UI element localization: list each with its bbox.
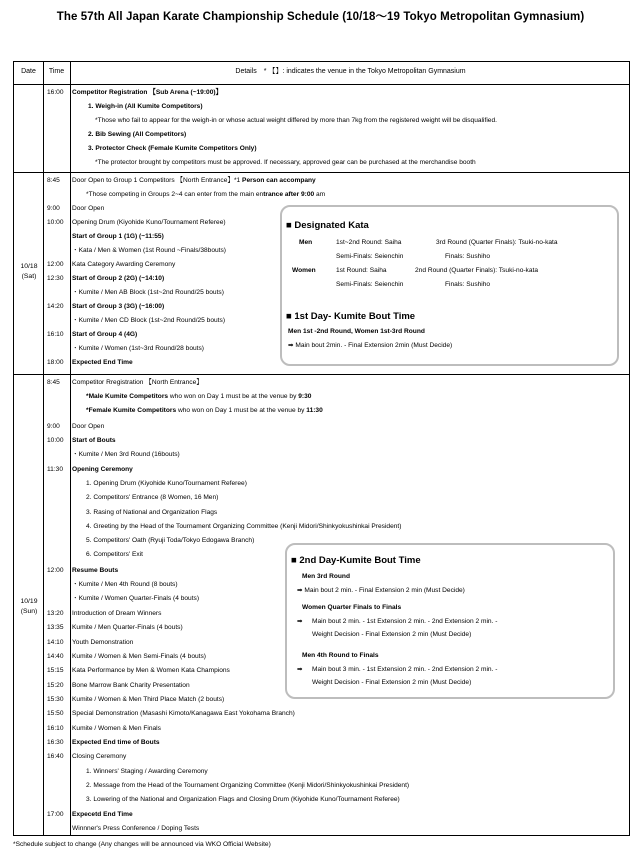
day1-schedule-item: Start of Group 2 (2G) (~14:10): [72, 275, 165, 282]
day1-schedule-item: ・Kumite / Men CD Block (1st~2nd Round/25 bouts): [72, 317, 226, 324]
header-details: Details * 【】: indicates the venue in the Tokyo Metropolitan Gymnasium: [235, 68, 466, 75]
day2-schedule-time: 11:30: [47, 466, 64, 473]
day2-schedule-time: 9:00: [47, 423, 60, 430]
day0-time: 16:00: [47, 89, 64, 96]
day1-kumite-bout-time: ➡ Main bout 2min. - Final Extension 2min (Must Decide): [288, 342, 453, 349]
day2-schedule-item: Kumite / Women & Men Semi-Finals (4 bouts): [72, 653, 206, 660]
kata-women-line: 1st Round: Saiha: [336, 267, 387, 274]
day1-schedule-item: Expected End Time: [72, 359, 133, 366]
day1-date-text: 10/18: [20, 263, 38, 270]
day2-date: [14, 597, 44, 617]
day2-schedule-time: 14:40: [47, 653, 64, 660]
day2-schedule-time: 13:35: [47, 624, 64, 631]
day2-schedule-time: 13:20: [47, 610, 64, 617]
day0-line: *Those who fail to appear for the weigh-in or whose actual weight differed by more than 7kg from the registered weight will be disqualified.: [95, 117, 497, 124]
day2-schedule-time: 16:40: [47, 753, 64, 760]
men-3rd-round-heading: Men 3rd Round: [302, 573, 350, 580]
day1-schedule-time: 14:20: [47, 303, 64, 310]
day0-line: *The protector brought by competitors must be approved. If necessary, approved gear can be purchased at the merchandise booth: [95, 159, 476, 166]
kata-men-line: Finals: Sushiho: [445, 253, 491, 260]
kata-men-line: 1st~2nd Round: Saiha: [336, 239, 402, 246]
day2-schedule-item: Opening Ceremony: [72, 466, 133, 473]
day2-schedule-item: Introduction of Dream Winners: [72, 610, 162, 617]
day2-schedule-item: 6. Competitors' Exit: [86, 551, 143, 558]
schedule-table: [13, 61, 630, 836]
day2-schedule-item: *Female Kumite Competitors who won on Day 1 must be at the venue by 11:30: [86, 407, 323, 414]
header-time: Time: [48, 68, 65, 75]
day2-schedule-time: 10:00: [47, 437, 64, 444]
day1-kumite-heading: ■ 1st Day- Kumite Bout Time: [286, 311, 416, 322]
men-3rd-round-bout-time: ➡ Main bout 2 min. - Final Extension 2 min (Must Decide): [297, 587, 465, 594]
kata-women-label: Women: [292, 267, 316, 274]
day2-schedule-time: 14:10: [47, 639, 64, 646]
day1-date: [14, 262, 44, 282]
day1-schedule-item: ・Kumite / Men AB Block (1st~2nd Round/25 bouts): [72, 289, 224, 296]
day1-schedule-item: *Those competing in Groups 2~4 can enter from the main entrance after 9:00 am: [86, 191, 326, 198]
day2-schedule-item: 1. Winners' Staging / Awarding Ceremony: [86, 768, 208, 775]
day2-schedule-item: Youth Demonstration: [72, 639, 134, 646]
day2-date-text: 10/19: [20, 598, 38, 605]
day1-info-box: [280, 205, 619, 366]
day2-schedule-item: Bone Marrow Bank Charity Presentation: [72, 682, 190, 689]
day2-kumite-heading: ■ 2nd Day-Kumite Bout Time: [291, 555, 421, 566]
day2-schedule-time: 15:20: [47, 682, 64, 689]
men-4th-round-bout-time: Weight Decision - Final Extension 2 min (Must Decide): [312, 679, 472, 686]
day1-schedule-item: Start of Group 1 (1G) (~11:55): [72, 233, 164, 240]
day1-schedule-item: Start of Group 3 (3G) (~16:00): [72, 303, 165, 310]
day2-schedule-item: 3. Rasing of National and Organization Flags: [86, 509, 218, 516]
day1-schedule-item: ・Kata / Men & Women (1st Round ~Finals/38bouts): [72, 247, 226, 254]
kata-women-line: Semi-Finals: Seienchin: [336, 281, 404, 288]
day2-schedule-item: Kata Performance by Men & Women Kata Champions: [72, 667, 230, 674]
day2-schedule-item: Resume Bouts: [72, 567, 119, 574]
day2-schedule-time: 15:50: [47, 710, 64, 717]
page-title: The 57th All Japan Karate Championship Schedule (10/18～19 Tokyo Metropolitan Gymnasium): [56, 11, 585, 23]
day2-schedule-time: 12:00: [47, 567, 64, 574]
day2-schedule-item: Kumite / Men Quarter-Finals (4 bouts): [72, 624, 183, 631]
women-qf-heading: Women Quarter Finals to Finals: [302, 604, 402, 611]
day1-schedule-item: Door Open: [72, 205, 105, 212]
day2-schedule-item: Winnner's Press Conference / Doping Tests: [72, 825, 200, 832]
day2-schedule-item: ・Kumite / Men 4th Round (8 bouts): [72, 581, 178, 588]
day2-schedule-time: 16:30: [47, 739, 64, 746]
day0-divider: [14, 172, 629, 173]
men-4th-round-heading: Men 4th Round to Finals: [302, 652, 379, 659]
day2-weekday: (Sun): [20, 608, 38, 615]
day2-schedule-item: Door Open: [72, 423, 105, 430]
day1-schedule-time: 10:00: [47, 219, 64, 226]
day2-schedule-item: Expecetd End Time: [72, 811, 133, 818]
day1-schedule-time: 12:30: [47, 275, 64, 282]
day1-schedule-item: Opening Drum (Kiyohide Kuno/Tournament Referee): [72, 219, 226, 226]
day2-schedule-item: 4. Greeting by the Head of the Tournament Organizing Committee (Kenji Midori/Shinkyokushinkai President): [86, 523, 402, 530]
day2-info-box: [285, 543, 615, 699]
day1-schedule-time: 12:00: [47, 261, 64, 268]
arrow-icon: ➡: [297, 666, 303, 673]
day2-schedule-item: Closing Ceremony: [72, 753, 127, 760]
day2-schedule-item: Expected End time of Bouts: [72, 739, 160, 746]
day2-schedule-item: Kumite / Women & Men Third Place Match (2 bouts): [72, 696, 225, 703]
day2-schedule-item: ・Kumite / Women Quarter-Finals (4 bouts): [72, 595, 200, 602]
day2-schedule-time: 16:10: [47, 725, 64, 732]
day2-schedule-item: 3. Lowering of the National and Organization Flags and Closing Drum (Kiyohide Kuno/Tournament Referee): [86, 796, 400, 803]
kata-women-line: 2nd Round (Quarter Finals): Tsuki-no-kata: [415, 267, 539, 274]
day2-schedule-item: Competitor Rregistration 【North Entrance】: [72, 379, 203, 386]
day1-schedule-item: Kata Category Awarding Ceremony: [72, 261, 176, 268]
day1-schedule-time: 8:45: [47, 177, 60, 184]
day2-schedule-time: 17:00: [47, 811, 64, 818]
header-date: Date: [21, 68, 36, 75]
day2-schedule-item: 2. Message from the Head of the Tournament Organizing Committee (Kenji Midori/Shinkyokushinkai President): [86, 782, 410, 789]
footer-note: *Schedule subject to change (Any changes will be announced via WKO Official Website): [13, 841, 271, 848]
day2-schedule-item: 1. Opening Drum (Kiyohide Kuno/Tournament Referee): [86, 480, 247, 487]
kata-men-label: Men: [299, 239, 313, 246]
day2-schedule-item: Kumite / Women & Men Finals: [72, 725, 161, 732]
day2-schedule-time: 8:45: [47, 379, 60, 386]
day2-schedule-item: 5. Competitors' Oath (Ryuji Toda/Tokyo Edogawa Branch): [86, 537, 255, 544]
day1-schedule-time: 18:00: [47, 359, 64, 366]
day1-schedule-time: 16:10: [47, 331, 64, 338]
day2-schedule-item: 2. Competitors' Entrance (8 Women, 16 Men): [86, 494, 219, 501]
day0-line: 3. Protector Check (Female Kumite Competitors Only): [88, 145, 257, 152]
women-qf-bout-time: Main bout 2 min. - 1st Extension 2 min. - 2nd Extension 2 min. -: [312, 618, 498, 625]
day1-kumite-rounds: Men 1st -2nd Round, Women 1st-3rd Round: [288, 328, 425, 335]
day2-schedule-item: Start of Bouts: [72, 437, 116, 444]
day0-line: 1. Weigh-in (All Kumite Competitors): [88, 103, 203, 110]
day1-weekday: (Sat): [21, 273, 37, 280]
day1-schedule-time: 9:00: [47, 205, 60, 212]
day2-schedule-item: *Male Kumite Competitors who won on Day 1 must be at the venue by 9:30: [86, 393, 312, 400]
day0-line: Competitor Registration 【Sub Arena (~19:00)】: [72, 89, 223, 96]
kata-men-line: Semi-Finals: Seienchin: [336, 253, 404, 260]
women-qf-bout-time: Weight Decision - Final Extension 2 min (Must Decide): [312, 631, 472, 638]
day1-schedule-item: Door Open to Group 1 Competitors 【North Entrance】*1 Person can accompany: [72, 177, 316, 184]
day2-schedule-time: 15:15: [47, 667, 64, 674]
day2-schedule-time: 15:30: [47, 696, 64, 703]
men-4th-round-bout-time: Main bout 3 min. - 1st Extension 2 min. - 2nd Extension 2 min. -: [312, 666, 498, 673]
designated-kata-heading: ■ Designated Kata: [286, 220, 369, 231]
day1-schedule-item: ・Kumite / Women (1st~3rd Round/28 bouts): [72, 345, 205, 352]
date-column-divider: [43, 62, 44, 835]
arrow-icon: ➡: [297, 618, 303, 625]
day1-schedule-item: Start of Group 4 (4G): [72, 331, 138, 338]
day2-schedule-item: ・Kumite / Men 3rd Round (16bouts): [72, 451, 180, 458]
kata-women-line: Finals: Sushiho: [445, 281, 491, 288]
day1-divider: [14, 374, 629, 375]
kata-men-line: 3rd Round (Quarter Finals): Tsuki-no-kata: [436, 239, 558, 246]
day0-line: 2. Bib Sewing (All Competitors): [88, 131, 187, 138]
header-divider: [14, 84, 629, 85]
day2-schedule-item: Special Demonstration (Masashi Kimoto/Kanagawa East Yokohama Branch): [72, 710, 295, 717]
